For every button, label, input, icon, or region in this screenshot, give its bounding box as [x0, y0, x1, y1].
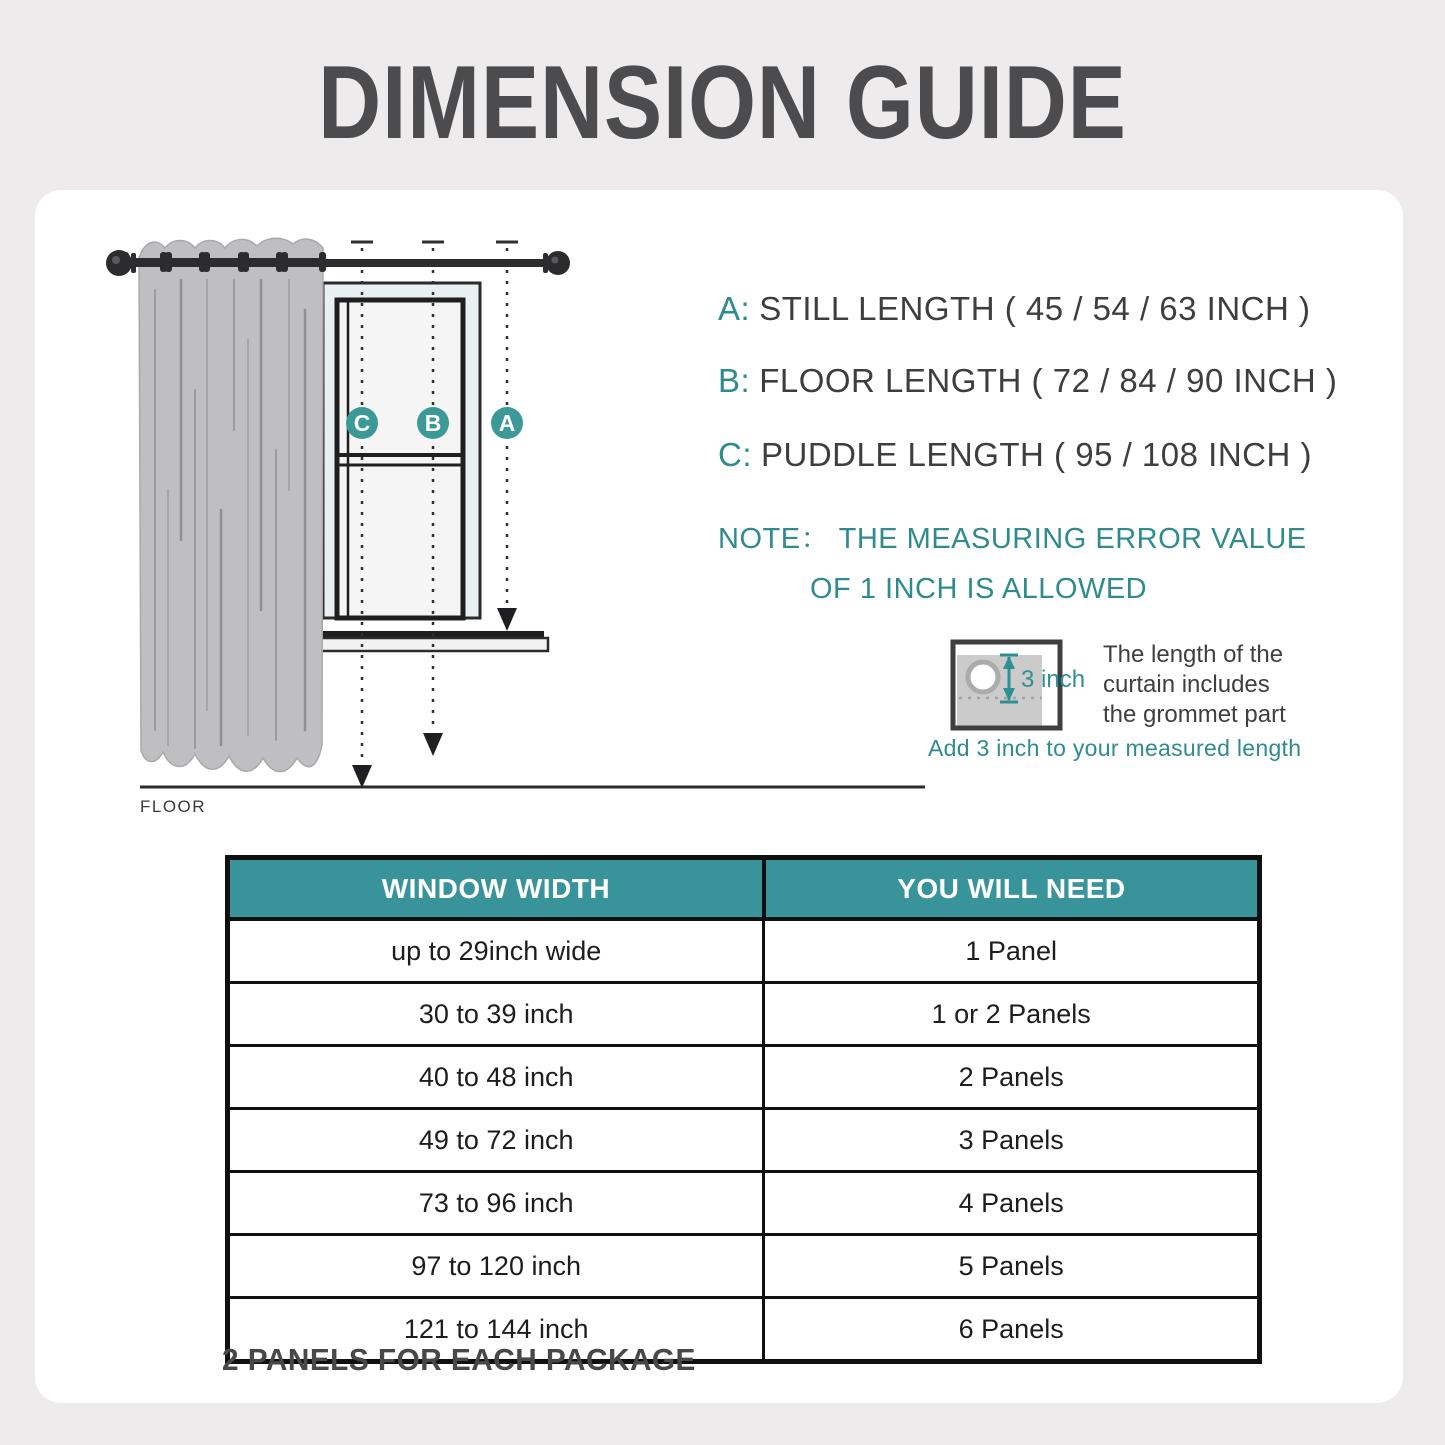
table-row — [228, 1046, 1260, 1109]
cell-panels: 3 Panels — [764, 1109, 1260, 1172]
length-text-a: STILL LENGTH ( 45 / 54 / 63 INCH ) — [759, 290, 1311, 327]
marker-badges — [346, 407, 523, 439]
length-legend-b — [718, 362, 1337, 400]
grommet-inset-diagram — [953, 642, 1085, 728]
table-header-row — [228, 858, 1260, 920]
note-label: NOTE： — [718, 523, 831, 555]
table-row — [228, 1109, 1260, 1172]
cell-panels: 2 Panels — [764, 1046, 1260, 1109]
table-row — [228, 919, 1260, 983]
panel-size-table — [225, 855, 1262, 1364]
window-illustration — [296, 283, 548, 651]
grommet-description — [1103, 640, 1286, 730]
grommet-ring-icon — [968, 662, 998, 692]
cell-window-width: 121 to 144 inch — [228, 1298, 764, 1362]
cell-panels: 1 or 2 Panels — [764, 983, 1260, 1046]
grommet-desc-line3: the grommet part — [1103, 701, 1286, 728]
note-line2: OF 1 INCH IS ALLOWED — [810, 573, 1148, 605]
cell-panels: 4 Panels — [764, 1172, 1260, 1235]
marker-badge-b: B — [424, 410, 442, 436]
three-inch-label: 3 inch — [1021, 666, 1086, 693]
cell-window-width: 49 to 72 inch — [228, 1109, 764, 1172]
curtain-illustration — [139, 238, 323, 771]
cell-window-width: 97 to 120 inch — [228, 1235, 764, 1298]
cell-panels: 5 Panels — [764, 1235, 1260, 1298]
length-text-b: FLOOR LENGTH ( 72 / 84 / 90 INCH ) — [759, 362, 1338, 399]
cell-window-width: 73 to 96 inch — [228, 1172, 764, 1235]
measuring-note — [718, 516, 1307, 606]
cell-window-width: up to 29inch wide — [228, 919, 764, 983]
length-legend-c — [718, 436, 1312, 474]
grommet-tip: Add 3 inch to your measured length — [928, 735, 1302, 761]
note-line1: THE MEASURING ERROR VALUE — [838, 523, 1307, 555]
table-row — [228, 1235, 1260, 1298]
floor-line — [140, 787, 925, 816]
length-key-b: B: — [718, 362, 751, 399]
length-key-c: C: — [718, 436, 752, 473]
table-row — [228, 983, 1260, 1046]
header-window-width: WINDOW WIDTH — [228, 858, 764, 920]
table-row — [228, 1172, 1260, 1235]
content-card — [35, 190, 1403, 1403]
grommet-desc-line1: The length of the — [1103, 641, 1284, 668]
floor-label: FLOOR — [140, 797, 207, 816]
cell-panels: 6 Panels — [764, 1298, 1260, 1362]
rod-finial-right — [546, 251, 570, 275]
length-key-a: A: — [718, 290, 751, 327]
length-legend-a — [718, 290, 1310, 328]
grommet-desc-line2: curtain includes — [1103, 671, 1270, 698]
cell-window-width: 40 to 48 inch — [228, 1046, 764, 1109]
length-text-c: PUDDLE LENGTH ( 95 / 108 INCH ) — [761, 436, 1312, 473]
header-you-will-need: YOU WILL NEED — [764, 858, 1260, 920]
cell-panels: 1 Panel — [764, 919, 1260, 983]
cell-window-width: 30 to 39 inch — [228, 983, 764, 1046]
marker-badge-c: C — [353, 410, 371, 436]
package-note: 2 PANELS FOR EACH PACKAGE — [222, 1342, 696, 1377]
marker-badge-a: A — [498, 410, 516, 436]
page-title: DIMENSION GUIDE — [318, 45, 1127, 161]
